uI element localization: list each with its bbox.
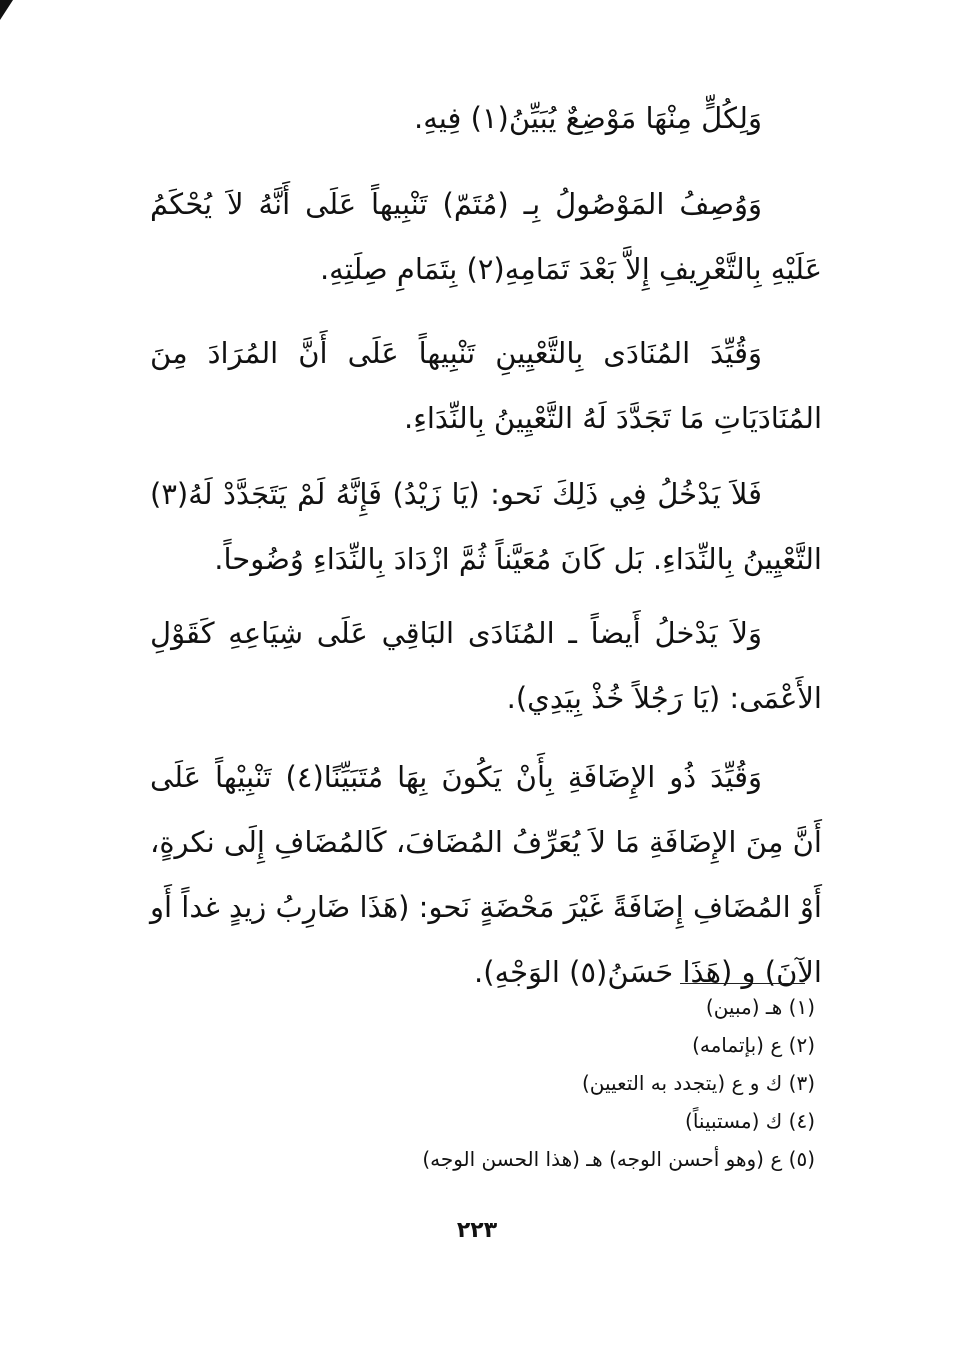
paragraph-6-text: وَقُيِّدَ ذُو الإِضَافَةِ بِأَنْ يَكُونَ بِهَا مُتَبَيِّنًا(٤) تَنْبِيْهاً عَلَى أَنَّ مِنَ الإِضَافَةِ مَا لاَ يُعَرِّفُ المُضَافَ، كَالمُضَافِ إِلَى نكرةٍ، أَوْ المُضَافِ إِضَافَةً غَيْرَ مَحْضَةٍ نَحو: (هَذَا ضَارِبُ زيدٍ غداً أَو الآنَ) و (هَذَا حَسَنُ(٥) الوَجْهِ). — [150, 760, 822, 989]
paragraph-5 — [150, 601, 822, 731]
paragraph-5-text: وَلاَ يَدْخلُ أَيضاً ـ المُنَادَى البَاقِي عَلَى شِيَاعِهِ كَقَوْلِ الأَعْمَى: (يَا رَجُلاً خُذْ بِيَدِي). — [150, 616, 822, 715]
paragraph-4 — [150, 462, 822, 592]
footnote-2: (٢) ع (بإتمامه) — [692, 1033, 815, 1057]
paragraph-4-text: فَلاَ يَدْخُلُ فِي ذَلِكَ نَحو: (يَا زَيْدُ) فَإِنَّهُ لَمْ يَتَجَدَّدْ لَهُ(٣) التَّعْيِينُ بِالنِّدَاءِ. بَل كَانَ مُعَيَّناً ثُمَّ ازْدَادَ بِالنِّدَاءِ وُضُوحاً. — [150, 477, 822, 576]
corner-mark — [0, 0, 13, 20]
page-number: ٢٢٣ — [456, 1218, 498, 1243]
footnote-3: (٣) ك و ع (يتجدد به التعيين) — [581, 1071, 815, 1095]
paragraph-3 — [150, 321, 822, 451]
paragraph-2 — [150, 172, 822, 302]
footnote-1: (١) هـ (مبين) — [705, 995, 815, 1019]
paragraph-6 — [150, 745, 822, 1005]
paragraph-1 — [150, 86, 822, 151]
footnotes — [330, 988, 815, 1178]
paragraph-2-text: وَوُصِفُ المَوْصُولُ بِـ (مُتَمّ) تَنْبِيهاً عَلَى أَنَّهُ لاَ يُحْكَمُ عَلَيْهِ بِالتَّعْرِيفِ إِلاَّ بَعْدَ تَمَامِهِ(٢) بِتَمَامِ صِلَتِهِ. — [150, 187, 822, 286]
footnote-4: (٤) ك (مستبيناً) — [685, 1109, 815, 1133]
paragraph-1-text: وَلِكُلٍّ مِنْهَا مَوْضِعٌ يُبَيِّنُ(١) فِيهِ. — [414, 101, 762, 135]
footnote-separator — [680, 983, 805, 984]
paragraph-3-text: وَقُيِّدَ المُنَادَى بِالتَّعْيِينِ تَنْبِيهاً عَلَى أَنَّ المُرَادَ مِنَ المُنَادَيَاتِ مَا تَجَدَّدَ لَهُ التَّعْيِينُ بِالنِّدَاءِ. — [150, 336, 822, 435]
footnote-5: (٥) ع (وهو أحسن الوجه) هـ (هذا الحسن الوجه) — [422, 1147, 815, 1171]
